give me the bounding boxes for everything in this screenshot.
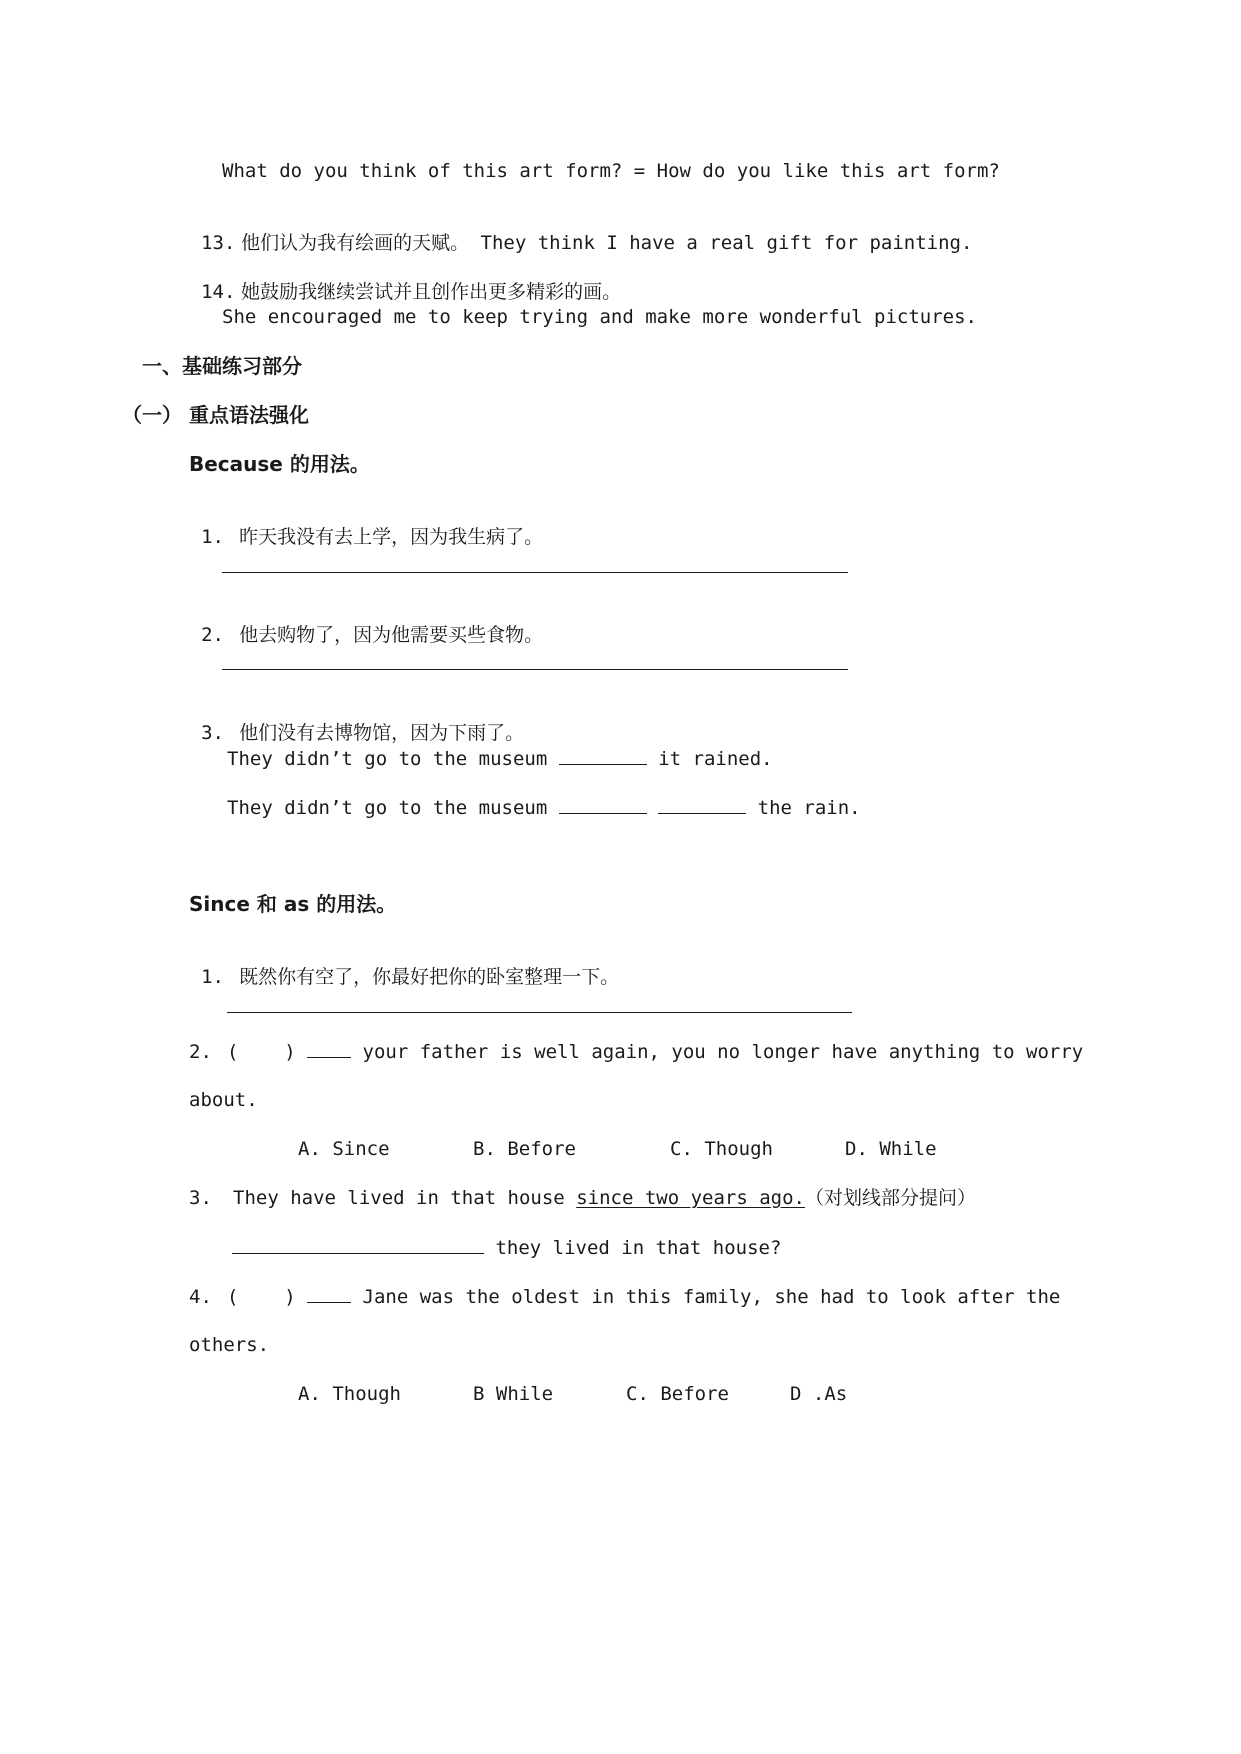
item-number: 14. [201, 281, 236, 303]
because-question-3 [189, 697, 524, 745]
blank[interactable] [658, 795, 746, 814]
options-row [298, 1137, 937, 1161]
sentence-text-cn: 她鼓励我继续尝试并且创作出更多精彩的画。 [241, 281, 622, 303]
question-continuation: about. [189, 1089, 258, 1111]
option-b[interactable]: B. Before [473, 1138, 576, 1160]
sentence-13 [189, 207, 972, 255]
answer-line[interactable] [222, 669, 848, 670]
sentence-line: What do you think of this art form? = How do you like this art form? [222, 160, 1000, 182]
answer-bracket[interactable]: ( ) [227, 1041, 296, 1063]
instruction-note: （对划线部分提问） [804, 1187, 976, 1209]
question-text: 他们没有去博物馆，因为下雨了。 [239, 722, 525, 744]
sentence-text: 他们认为我有绘画的天赋。 They think I have a real gift for painting. [241, 232, 973, 254]
since-question-4 [189, 1284, 1060, 1309]
answer-line[interactable] [227, 1012, 852, 1013]
sentence-part: They didn’t go to the museum [227, 797, 548, 819]
item-number: 1. [201, 966, 224, 988]
since-question-1 [189, 941, 619, 989]
question-text: They have lived in that house [233, 1187, 565, 1209]
option-c[interactable]: C. Though [670, 1138, 773, 1160]
answer-line[interactable] [222, 572, 848, 573]
since-question-3 [189, 1186, 976, 1210]
because-question-1 [189, 501, 543, 549]
since-question-2 [189, 1039, 1083, 1064]
question-text: 昨天我没有去上学，因为我生病了。 [239, 526, 544, 548]
item-number: 4. [189, 1286, 212, 1308]
option-a[interactable]: A. Since [298, 1138, 390, 1160]
answer-bracket[interactable]: ( ) [227, 1286, 296, 1308]
fill-blank-sentence-a [227, 746, 773, 771]
because-title: Because 的用法。 [189, 452, 370, 476]
option-a[interactable]: A. Though [298, 1383, 401, 1405]
item-number: 3. [201, 722, 224, 744]
question-text: Jane was the oldest in this family, she had to look after the [362, 1286, 1061, 1308]
sub-heading: （一） 重点语法强化 [122, 403, 309, 427]
sentence-14-en: She encouraged me to keep trying and make more wonderful pictures. [222, 306, 977, 328]
question-text: they lived in that house? [495, 1237, 782, 1259]
options-row [298, 1382, 847, 1406]
blank[interactable] [307, 1039, 351, 1058]
fill-blank-question [232, 1235, 781, 1260]
sentence-part: They didn’t go to the museum [227, 748, 548, 770]
item-number: 1. [201, 526, 224, 548]
question-continuation: others. [189, 1334, 270, 1356]
blank[interactable] [559, 746, 647, 765]
fill-blank-sentence-b [227, 795, 861, 820]
item-number: 2. [189, 1041, 212, 1063]
question-text: 他去购物了，因为他需要买些食物。 [239, 624, 544, 646]
option-d[interactable]: D. While [845, 1138, 937, 1160]
option-c[interactable]: C. Before [626, 1383, 729, 1405]
question-text: your father is well again, you no longer have anything to worry [362, 1041, 1084, 1063]
blank[interactable] [232, 1235, 484, 1254]
since-as-title: Since 和 as 的用法。 [189, 892, 397, 916]
item-number: 2. [201, 624, 224, 646]
blank[interactable] [307, 1284, 351, 1303]
sentence-14 [189, 256, 621, 304]
blank[interactable] [559, 795, 647, 814]
item-number: 3. [189, 1187, 212, 1209]
option-b[interactable]: B While [473, 1383, 554, 1405]
item-number: 13. [201, 232, 236, 254]
because-question-2 [189, 599, 543, 647]
sentence-part: the rain. [757, 797, 861, 819]
question-text: 既然你有空了，你最好把你的卧室整理一下。 [239, 966, 620, 988]
option-d[interactable]: D .As [790, 1383, 848, 1405]
sentence-part: it rained. [658, 748, 773, 770]
section-heading: 一、基础练习部分 [142, 354, 302, 378]
underlined-phrase: since two years ago. [576, 1187, 805, 1209]
